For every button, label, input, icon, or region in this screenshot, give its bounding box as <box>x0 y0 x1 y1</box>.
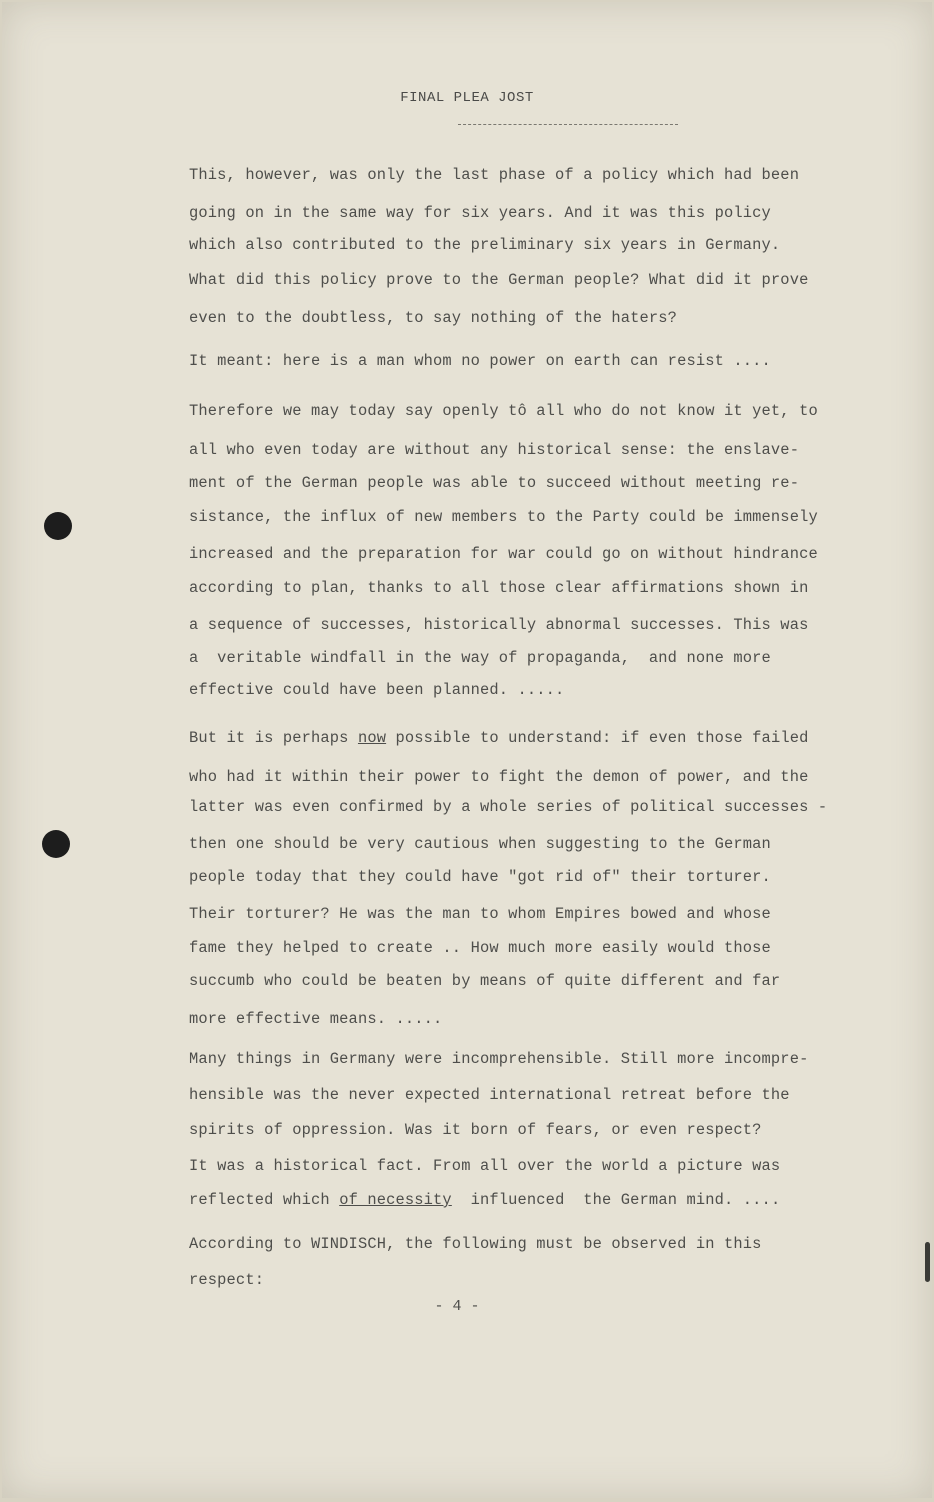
text-line: fame they helped to create .. How much more easily would those <box>189 939 771 957</box>
text-line: then one should be very cautious when suggesting to the German <box>189 835 771 853</box>
text-line: ment of the German people was able to succeed without meeting re- <box>189 474 800 492</box>
text-line: people today that they could have "got rid of" their torturer. <box>189 868 771 886</box>
text-line: succumb who could be beaten by means of quite different and far <box>189 972 781 990</box>
text-line: effective could have been planned. ..... <box>189 681 565 699</box>
text-line: Many things in Germany were incomprehensible. Still more incompre- <box>189 1050 809 1068</box>
text-line: sistance, the influx of new members to the Party could be immensely <box>189 508 818 526</box>
text-line: more effective means. ..... <box>189 1010 443 1028</box>
text-line: latter was even confirmed by a whole series of political successes - <box>189 798 828 816</box>
text-line: hensible was the never expected international retreat before the <box>189 1086 790 1104</box>
edge-mark <box>925 1242 930 1282</box>
text-line: all who even today are without any historical sense: the enslave- <box>189 441 800 459</box>
text-line: What did this policy prove to the German people? What did it prove <box>189 271 809 289</box>
text-line: according to plan, thanks to all those clear affirmations shown in <box>189 579 809 597</box>
underlined-word: now <box>357 729 387 747</box>
title-underline <box>458 124 678 125</box>
text-line: which also contributed to the preliminary six years in Germany. <box>189 236 781 254</box>
text-line: respect: <box>189 1271 265 1289</box>
punch-hole <box>44 512 72 540</box>
text-line: But it is perhaps now possible to understand: if even those failed <box>189 729 809 747</box>
text-line: Therefore we may today say openly tô all who do not know it yet, to <box>189 402 818 420</box>
punch-hole <box>42 830 70 858</box>
text-line: a veritable windfall in the way of propaganda, and none more <box>189 649 771 667</box>
text-line: This, however, was only the last phase of a policy which had been <box>189 166 800 184</box>
document-title: FINAL PLEA JOST <box>400 90 534 106</box>
text-line: spirits of oppression. Was it born of fears, or even respect? <box>189 1121 762 1139</box>
text-line: increased and the preparation for war could go on without hindrance <box>189 545 818 563</box>
text-line: even to the doubtless, to say nothing of the haters? <box>189 309 678 327</box>
text-line: It was a historical fact. From all over the world a picture was <box>189 1157 781 1175</box>
text-line: Their torturer? He was the man to whom Empires bowed and whose <box>189 905 771 923</box>
text-line: According to WINDISCH, the following must be observed in this <box>189 1235 762 1253</box>
document-page <box>2 2 932 1498</box>
text-line: going on in the same way for six years. And it was this policy <box>189 204 771 222</box>
underlined-phrase: of necessity <box>339 1191 452 1209</box>
text-line: who had it within their power to fight the demon of power, and the <box>189 768 809 786</box>
page-number: - 4 - <box>434 1298 480 1315</box>
text-line: reflected which of necessity influenced the German mind. .... <box>189 1191 781 1209</box>
text-line: It meant: here is a man whom no power on earth can resist .... <box>189 352 771 370</box>
text-line: a sequence of successes, historically abnormal successes. This was <box>189 616 809 634</box>
